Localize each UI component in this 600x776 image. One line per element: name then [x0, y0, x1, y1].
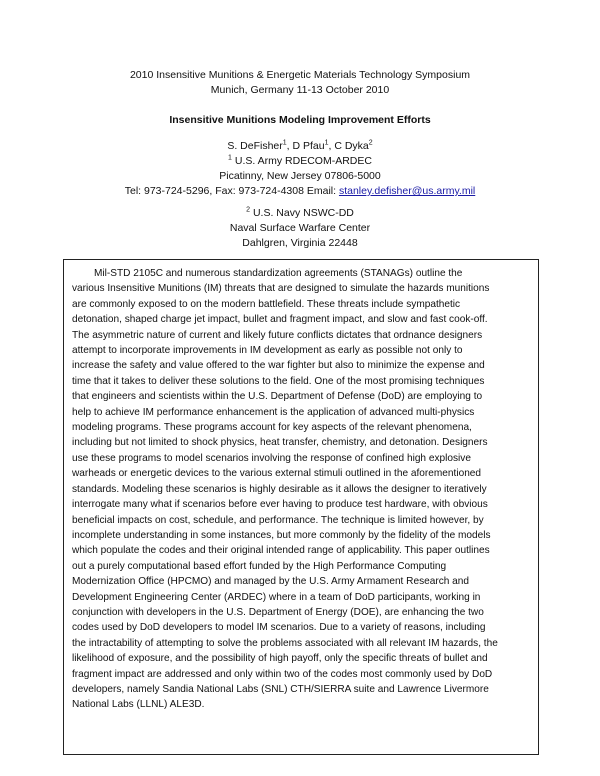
author-1-affiliation-mark: 1 [282, 139, 287, 147]
abstract-line: warheads or energetic devices to the various external stimuli outlined in the aforementioned [72, 468, 482, 480]
author-2: , D Pfau [286, 140, 325, 152]
abstract-line: that engineers and scientists within the U.S. Department of Defense (DoD) are employing to [72, 391, 483, 403]
affiliation-1-mark: 1 [228, 154, 232, 162]
abstract-line: the intractability of attempting to solve the problems associated with all relevant IM hazards, the [72, 637, 498, 649]
conference-name: 2010 Insensitive Munitions & Energetic Materials Technology Symposium [129, 69, 471, 81]
author-3-affiliation-mark: 2 [368, 139, 373, 147]
abstract-line: use these programs to model scenarios involving the response of confined high explosive [72, 452, 471, 464]
abstract-line: various Insensitive Munitions (IM) threats that are designed to simulate the hazards munitions [72, 283, 490, 295]
abstract-line: are commonly exposed to on the modern battlefield. These threats include sympathetic [72, 298, 461, 310]
affiliation-2-org [0, 206, 600, 221]
affiliation-2-center: Naval Surface Warfare Center [229, 222, 371, 234]
author-2-affiliation-mark: 1 [324, 139, 329, 147]
abstract-line: out a purely computational based effort funded by the High Performance Computing [72, 560, 447, 572]
abstract-line: National Labs (LLNL) ALE3D. [72, 699, 205, 711]
abstract-line: interrogate many what if scenarios before ever having to produce test hardware, with obvious [72, 499, 488, 511]
affiliation-1-city: Picatinny, New Jersey 07806-5000 [219, 170, 381, 182]
affiliation-2-mark: 2 [246, 206, 251, 214]
affiliation-1-contact [0, 184, 600, 199]
abstract-line: help to achieve IM performance enhancement is the application of advanced multi-physics [72, 406, 475, 418]
paper-title-text: Insensitive Munitions Modeling Improvement Efforts [169, 114, 431, 126]
paper-title [0, 113, 600, 128]
contact-phone-fax: Tel: 973-724-5296, Fax: 973-724-4308 Email: [124, 185, 339, 197]
abstract-line: attempt to incorporate improvements in IM development as early as possible not only to [72, 345, 463, 357]
abstract-box [63, 259, 539, 755]
affiliation-2-block [0, 206, 600, 251]
abstract-line: Modernization Office (HPCMO) and managed by the U.S. Army Armament Research and [72, 576, 470, 588]
abstract-line: detonation, shaped charge jet impact, bullet and fragment impact, and slow and fast cook-off. [72, 314, 488, 326]
abstract-line: Development Engineering Center (ARDEC) where in a team of DoD participants, working in [72, 591, 481, 603]
conference-header [0, 68, 600, 98]
abstract-line: developers, namely Sandia National Labs (SNL) CTH/SIERRA suite and Lawrence Livermore [72, 683, 489, 695]
author-3: , C Dyka [328, 140, 369, 152]
affiliation-2-city: Dahlgren, Virginia 22448 [242, 237, 358, 249]
abstract-line: standards. Modeling these scenarios is highly desirable as it allows the designer to iteratively [72, 483, 487, 495]
email-link[interactable]: stanley.defisher@us.army.mil [338, 185, 476, 197]
abstract-line: likelihood of exposure, and the possibility of high payoff, only the specific threats of bullet and [72, 653, 488, 665]
affiliation-2-org-text: U.S. Navy NSWC-DD [250, 207, 354, 219]
author-block [0, 139, 600, 199]
abstract-line: time that it takes to deliver these solutions to the field. One of the most promising techniques [72, 375, 485, 387]
affiliation-1-org-text: U.S. Army RDECOM-ARDEC [231, 155, 372, 167]
abstract-line: The asymmetric nature of current and likely future conflicts dictates that ordnance designers [72, 329, 483, 341]
abstract-line: beneficial impacts on cost, schedule, and performance. The technique is limited however, by [72, 514, 484, 526]
author-list [0, 139, 600, 154]
abstract-line: modeling programs. These programs account for key aspects of the relevant phenomena, [72, 422, 472, 434]
conference-location-date: Munich, Germany 11-13 October 2010 [210, 84, 390, 96]
affiliation-1-org [0, 154, 600, 169]
abstract-line: conjunction with developers in the U.S. Department of Energy (DOE), are enhancing the two [72, 606, 484, 618]
abstract-line: incomplete understanding in some instances, but more commonly by the fidelity of the models [72, 529, 491, 541]
abstract-line: which populate the codes and their original intended range of applicability. This paper outlines [72, 545, 490, 557]
abstract-line: fragment impact are addressed and only within two of the codes most commonly used by DoD [72, 668, 493, 680]
abstract-text [72, 266, 530, 713]
author-1: S. DeFisher [227, 140, 283, 152]
abstract-line: increase the safety and value offered to the war fighter but also to minimize the expense and [72, 360, 485, 372]
abstract-line: Mil-STD 2105C and numerous standardization agreements (STANAGs) outline the [94, 268, 463, 279]
abstract-line: including but not limited to shock physics, heat transfer, chemistry, and detonation. Designers [72, 437, 488, 449]
abstract-line: codes used by DoD developers to model IM scenarios. Due to a variety of reasons, including [72, 622, 486, 634]
